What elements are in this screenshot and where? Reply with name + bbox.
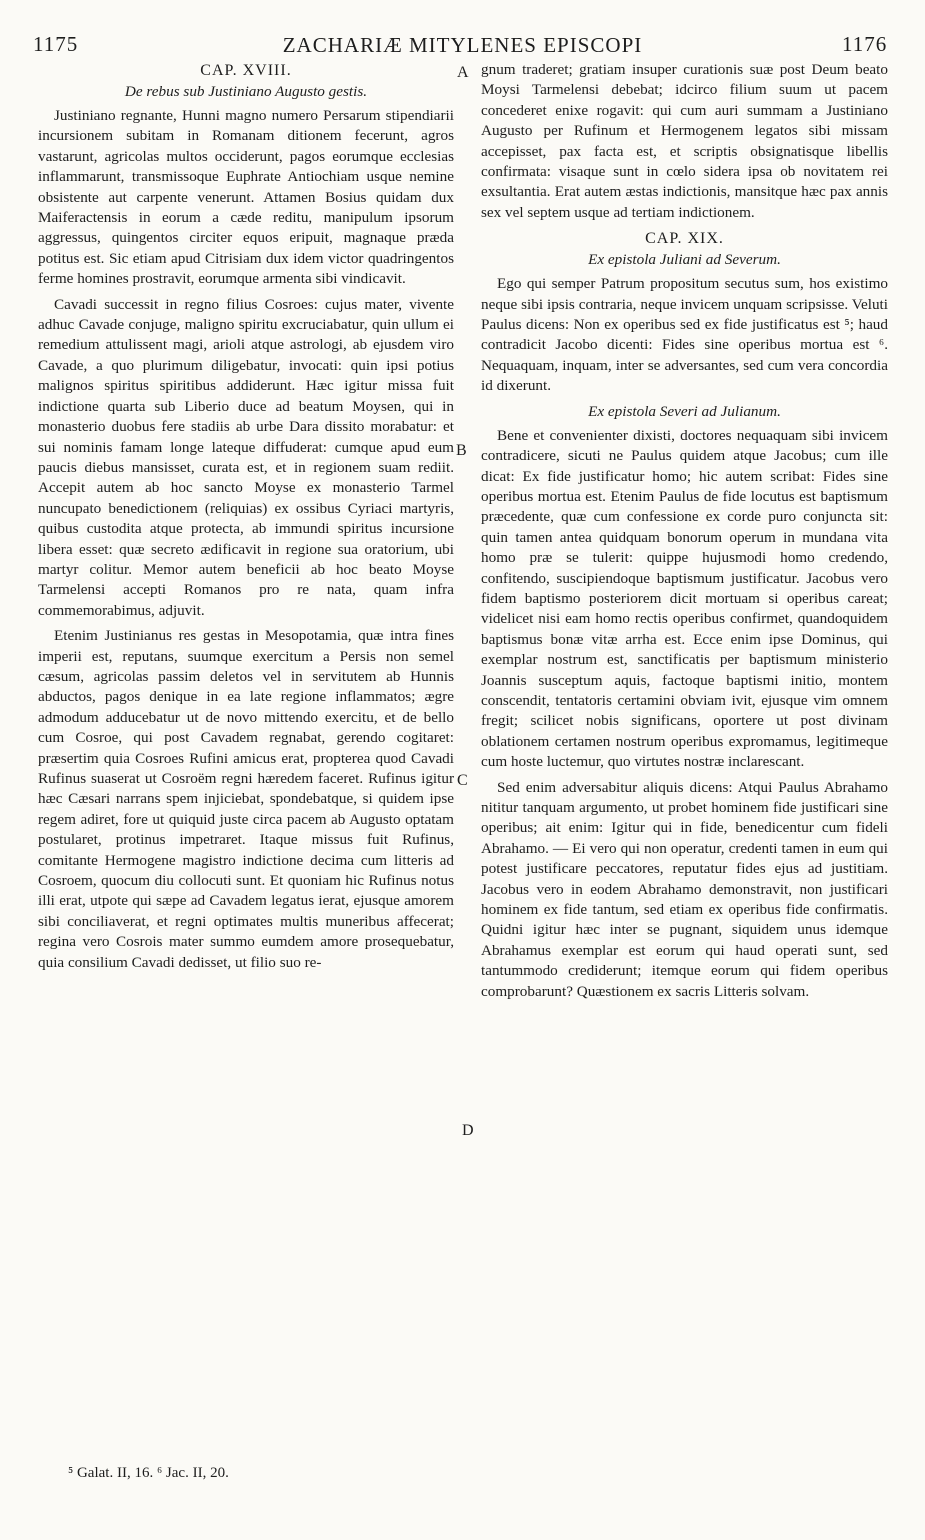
margin-letter-c: C bbox=[457, 772, 468, 789]
page-number-right: 1176 bbox=[842, 32, 888, 56]
margin-letter-b: B bbox=[456, 442, 467, 459]
footnote: ⁵ Galat. II, 16. ⁶ Jac. II, 20. bbox=[68, 1465, 229, 1481]
section-subtitle-juliani: Ex epistola Juliani ad Severum. bbox=[588, 251, 781, 269]
margin-letter-a: A bbox=[457, 64, 469, 81]
paragraph: Ego qui semper Patrum propositum secutus sum, hos existimo neque sibi ipsis contraria, neque invicem unquam scripsisse. Veluti Paulus dicens: Non ex operibus sed ex fide justificatus est ⁵; haud contradicit Jacobo dicenti: Fides sine operibus mortua est ⁶. Nequaquam, inquam, inter se adversantes, sed cum vera concordia id dixerunt. bbox=[481, 275, 888, 395]
paragraph: Justiniano regnante, Hunni magno numero Persarum stipendiarii incursionem subitam in Romanam ditionem fecerunt, agros vastarunt, agricolas multos occiderunt, pagos eorumque ecclesias inflammarunt, transmissoque Euphrate Antiochiam usque nemine obsistente aut carpente venerunt. Attamen Bosius quidam dux Maiferactensis in eorum a cæde reditu, manipulum ipsorum aggressus, quingentos circiter equos eripuit, magnaque præda potitus est. Sic etiam apud Citrisiam dux idem victor quadringentos ferme homines prostravit, eorumque armenta sibi vindicavit. bbox=[38, 107, 454, 288]
page-header bbox=[0, 32, 925, 60]
section-subtitle-severi: Ex epistola Severi ad Julianum. bbox=[588, 402, 781, 420]
left-column bbox=[38, 60, 454, 978]
chapter-heading-xviii: CAP. XVIII. bbox=[200, 62, 292, 79]
paragraph: Sed enim adversabitur aliquis dicens: Atqui Paulus Abrahamo nititur tanquam argumento, ut probet hominem fide justificari sine operibus; ait enim: Igitur qui in fide, benedicentur cum fideli Abrahamo. — Ei vero qui non operatur, credenti tamen in eum qui potest justificare peccatores, reputatur fides ejus ad justitiam. Jacobus vero in eodem Abrahamo demonstravit, non justificari hominem ex fide tantum, sed etiam ex operibus fide confirmatis. Quidni igitur hæc inter se pugnant, siquidem unus idemque Abrahamus exemplar est eorum qui haud operati sunt, sed tantummodo crediderunt; itemque eorum qui fidem operibus comprobarunt? Quæstionem ex sacris Litteris solvam. bbox=[481, 778, 888, 1000]
running-title: ZACHARIÆ MITYLENES EPISCOPI bbox=[282, 33, 643, 57]
paragraph: gnum traderet; gratiam insuper curationis suæ post Deum beato Moysi Tarmelensi debebat; idcirco filium suum ut pacem concederet enixe rogavit: qui cum auri summam a Justiniano Augusto per Rufinum et Hermogenem legatos sibi missam accepisset, pax facta est, et scriptis obsignatisque libellis confirmata: visaque sunt in cœlo sidera ipsa ob novitatem rei exsultantia. Erat autem æstas indictionis, mansitque hæc pax annis sex vel septem usque ad tertiam indictionem. bbox=[481, 61, 888, 221]
paragraph: Cavadi successit in regno filius Cosroes: cujus mater, vivente adhuc Cavade conjuge, maligno spiritu excruciabatur, quin ullum ei remedium attulissent magi, arioli atque astrologi, ab ejusdem viro Cavade, a quo plurimum diligebatur, invocati: quin ipsi potius malignos spiritus spiritibus addiderunt. Hæc igitur missa fuit indictione quarta sub Liberio duce ad beatum Moysen, qui in monasterio duobus fere stadiis ab urbe Dara dissito morabatur: et sui nominis famam longe lateque diffuderat: cumque apud eum paucis diebus mansisset, curata est, et in regionem suam rediit. Accepit autem ab hoc sancto Moyse ex monasterio Tarmel nuncupato benedictionem (reliquias) ex ossibus Cyriaci martyris, quibus custodita atque protecta, ab immundi spiritus incursione libera esset: quæ secreto ædificavit in regione sua oratorium, ubi martyr colitur. Memor autem beneficii ab hoc beato Moyse Tarmelensi accepti Romanos pro re nata, quam infra commemorabimus, adjuvit. bbox=[38, 295, 454, 619]
paragraph: Bene et convenienter dixisti, doctores nequaquam sibi invicem contradicere, sicuti ne Paulus quidem atque Jacobus; cum ille dicat: Ex fide justificatur homo; hic autem scribat: Fides sine operibus mortua est. Etenim Paulus de fide locutus est baptismum præcedente, quæ cum confessione ex corde puro conjuncta sit: quin tamen antea quidquam bonorum operum in mundana vita homo præ se tulerit: quippe hujusmodi homo credendo, confitendo, suscipiendoque baptismum justificatur. Jacobus vero fidem baptismo posteriorem dicit mortuam si operibus careat; videlicet nisi eam homo rectis operibus confirmet, quandoquidem baptismus bonæ vitæ arrha est. Ecce enim ipse Dominus, qui exemplar nostrum est, sanctificatis per baptismum ministerio Joannis susceptum aquis, factoque baptismi initio, montem conscendit, tentatoris certamini obviam ivit, ejusque vim omnem fregit; scilicet nobis significans, oportere ut post divinam oblationem certamen nostrum operibus expromamus, legitimeque cum hoste luctemur, quo virtutes nostræ inclarescant. bbox=[481, 426, 888, 771]
right-column bbox=[481, 60, 888, 1007]
paragraph: Etenim Justinianus res gestas in Mesopotamia, quæ intra fines imperii est, reputans, suumque exercitum a Persis non semel cæsum, agricolas passim deletos vel in servitutem ab Hunnis abductos, pagos denique in ea late regione inflammatos; ægre admodum adducebatur ut de novo mittendo exercitu, et de bello cum Cosroe, qui post Cavadem regnabat, gerendo cogitaret: præsertim quia Cosroes Rufini amicus erat, propterea quod Cavadi Rufinus suaserat ut Cosroëm regni hæredem faceret. Rufinus igitur hæc Cæsari narrans spem injiciebat, spondebatque, si quidem ipse regem adiret, fore ut quiquid juste circa pacem ab Augusto optatam postularet, protinus impetraret. Itaque missus fuit Rufinus, comitante Hermogene magistro indictione decima cum litteris ad Cosroem, quocum diu collocuti sunt. Et quoniam hic Rufinus notus illi erat, utpote qui sæpe ad Cavadem legatus ierat, ejusque amorem sibi conciliaverat, et regni optimates multis muneribus affecerat; regina vero Cosrois mater summo eumdem amore prosequebatur, quia consilium Cavadi dedisset, ut filio suo re- bbox=[38, 627, 454, 971]
chapter-heading-xix: CAP. XIX. bbox=[645, 230, 724, 248]
margin-letter-d: D bbox=[462, 1122, 474, 1139]
page-number-left: 1175 bbox=[33, 32, 79, 56]
chapter-subtitle-xviii: De rebus sub Justiniano Augusto gestis. bbox=[124, 83, 368, 100]
